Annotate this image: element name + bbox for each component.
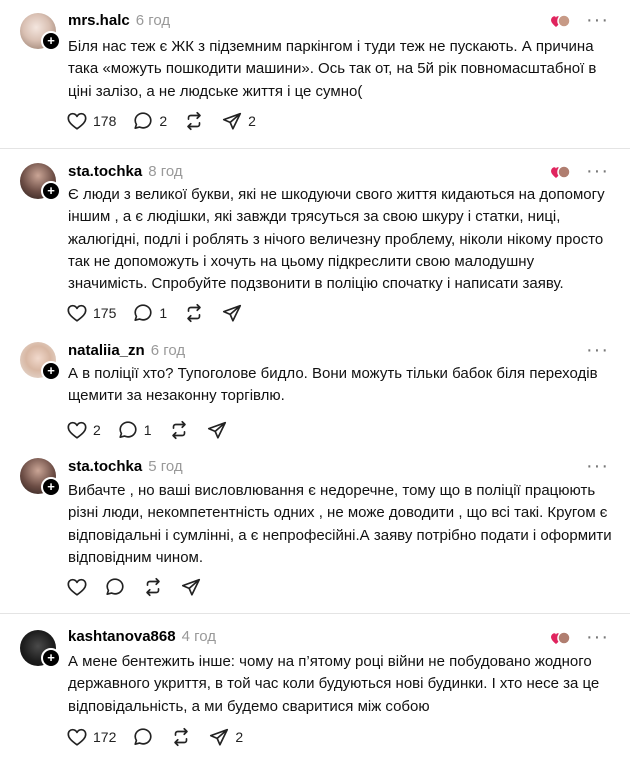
like-button[interactable] bbox=[66, 110, 116, 132]
repost-button[interactable] bbox=[168, 419, 190, 441]
share-button[interactable] bbox=[221, 302, 243, 324]
share-button[interactable] bbox=[221, 110, 256, 132]
more-icon[interactable]: ··· bbox=[586, 626, 609, 648]
action-bar bbox=[66, 419, 244, 441]
comment-header bbox=[68, 458, 183, 476]
share-count: 2 bbox=[235, 729, 244, 745]
divider bbox=[0, 148, 630, 149]
share-button[interactable] bbox=[206, 419, 228, 441]
reply-button[interactable] bbox=[132, 302, 167, 324]
comment-header bbox=[68, 163, 183, 181]
comment-text: А в поліції хто? Тупоголове бидло. Вони можуть тільки бабок біля переходів щемити за незаконну торгівлю. bbox=[68, 365, 598, 405]
like-button[interactable] bbox=[66, 726, 116, 748]
comment-header bbox=[68, 342, 185, 360]
reply-button[interactable] bbox=[104, 576, 126, 598]
more-icon[interactable]: ··· bbox=[586, 339, 609, 361]
username[interactable]: nataliia_zn bbox=[68, 342, 145, 359]
reply-button[interactable] bbox=[132, 110, 167, 132]
timestamp: 5 год bbox=[148, 458, 183, 475]
comment-icon bbox=[132, 110, 154, 132]
action-bar bbox=[66, 726, 259, 748]
share-count: 2 bbox=[248, 113, 256, 129]
comment-icon bbox=[117, 419, 139, 441]
repost-icon bbox=[168, 419, 190, 441]
follow-plus-icon[interactable]: + bbox=[41, 648, 61, 668]
repost-icon bbox=[183, 110, 205, 132]
username[interactable]: sta.tochka bbox=[68, 163, 143, 180]
repost-button[interactable] bbox=[183, 110, 205, 132]
action-bar bbox=[66, 576, 218, 598]
reply-count: 1 bbox=[159, 305, 168, 321]
repost-button[interactable] bbox=[183, 302, 205, 324]
follow-plus-icon[interactable]: + bbox=[41, 361, 61, 381]
heart-icon bbox=[66, 302, 88, 324]
more-icon[interactable]: ··· bbox=[586, 9, 609, 31]
more-icon[interactable]: ··· bbox=[586, 160, 609, 182]
heart-icon bbox=[66, 726, 88, 748]
comment-icon bbox=[132, 302, 154, 324]
more-icon[interactable]: ··· bbox=[586, 455, 609, 477]
action-bar bbox=[66, 110, 272, 132]
repost-icon bbox=[142, 576, 164, 598]
share-icon bbox=[221, 302, 243, 324]
heart-icon bbox=[66, 419, 88, 441]
repost-icon bbox=[170, 726, 192, 748]
timestamp: 4 год bbox=[181, 628, 216, 645]
reply-button[interactable] bbox=[117, 419, 152, 441]
heart-avatar-icon bbox=[550, 12, 572, 30]
share-button[interactable] bbox=[208, 726, 243, 748]
like-count: 178 bbox=[93, 113, 117, 129]
reply-count: 2 bbox=[159, 113, 168, 129]
repost-button[interactable] bbox=[142, 576, 164, 598]
share-icon bbox=[180, 576, 202, 598]
comment-header bbox=[68, 12, 170, 30]
like-button[interactable] bbox=[66, 302, 116, 324]
follow-plus-icon[interactable]: + bbox=[41, 31, 61, 51]
username[interactable]: mrs.halc bbox=[68, 12, 130, 29]
like-button[interactable] bbox=[66, 576, 88, 598]
comment-header bbox=[68, 628, 216, 646]
username[interactable]: sta.tochka bbox=[68, 458, 143, 475]
follow-plus-icon[interactable]: + bbox=[41, 477, 61, 497]
like-count: 2 bbox=[93, 422, 101, 438]
action-bar bbox=[66, 302, 259, 324]
heart-avatar-icon bbox=[550, 163, 572, 181]
heart-icon bbox=[66, 576, 88, 598]
username[interactable]: kashtanova868 bbox=[68, 628, 176, 645]
share-icon bbox=[208, 726, 230, 748]
comment-text: Біля нас теж є ЖК з підземним паркінгом і туди теж не пускають. А причина така «можуть пошкодити машини». Ось так от, на 5й рік повномасштабної в ціні залізо, а не людське життя і це сумно( bbox=[68, 38, 597, 100]
share-button[interactable] bbox=[180, 576, 202, 598]
repost-button[interactable] bbox=[170, 726, 192, 748]
like-button[interactable] bbox=[66, 419, 101, 441]
heart-icon bbox=[66, 110, 88, 132]
comment-text: А мене бентежить інше: чому на п’ятому році війни не побудовано жодного державного укриття, в той час коли будуються нові будинки. І хто несе за це відповідальність, а ми будемо сваритися між собою bbox=[68, 653, 600, 715]
like-count: 172 bbox=[93, 729, 117, 745]
timestamp: 8 год bbox=[148, 163, 183, 180]
comment-icon bbox=[132, 726, 154, 748]
divider bbox=[0, 613, 630, 614]
reply-button[interactable] bbox=[132, 726, 154, 748]
like-count: 175 bbox=[93, 305, 117, 321]
timestamp: 6 год bbox=[150, 342, 186, 359]
share-icon bbox=[206, 419, 228, 441]
timestamp: 6 год bbox=[135, 12, 171, 29]
reply-count: 1 bbox=[143, 422, 152, 438]
share-icon bbox=[221, 110, 243, 132]
follow-plus-icon[interactable]: + bbox=[41, 181, 61, 201]
repost-icon bbox=[183, 302, 205, 324]
heart-avatar-icon bbox=[550, 629, 572, 647]
comment-icon bbox=[104, 576, 126, 598]
comment-text: Є люди з великої букви, які не шкодуючи свого життя кидаються на допомогу іншим , а є людішки, які завжди трясуться за свою шкуру і статки, ниці, жалюгідні, подлі і роблять з нічого величезну проблему, ніколи нікому просто так не допоможуть і хочуть на цьому підкреслити свою малодушну значимість. Спробуйте подзвонити в поліцію спочатку і написати заяву. bbox=[68, 186, 605, 293]
comment-text: Вибачте , но ваші висловлювання є недоречне, тому що в поліції працюють різні люди, некомпетентність одних , не може доводити , що всі такі. Кругом є відповідальні і сумлінні, а є непрофесійні.А заяву потрібно подати і оформити відповідним чином. bbox=[68, 482, 612, 566]
